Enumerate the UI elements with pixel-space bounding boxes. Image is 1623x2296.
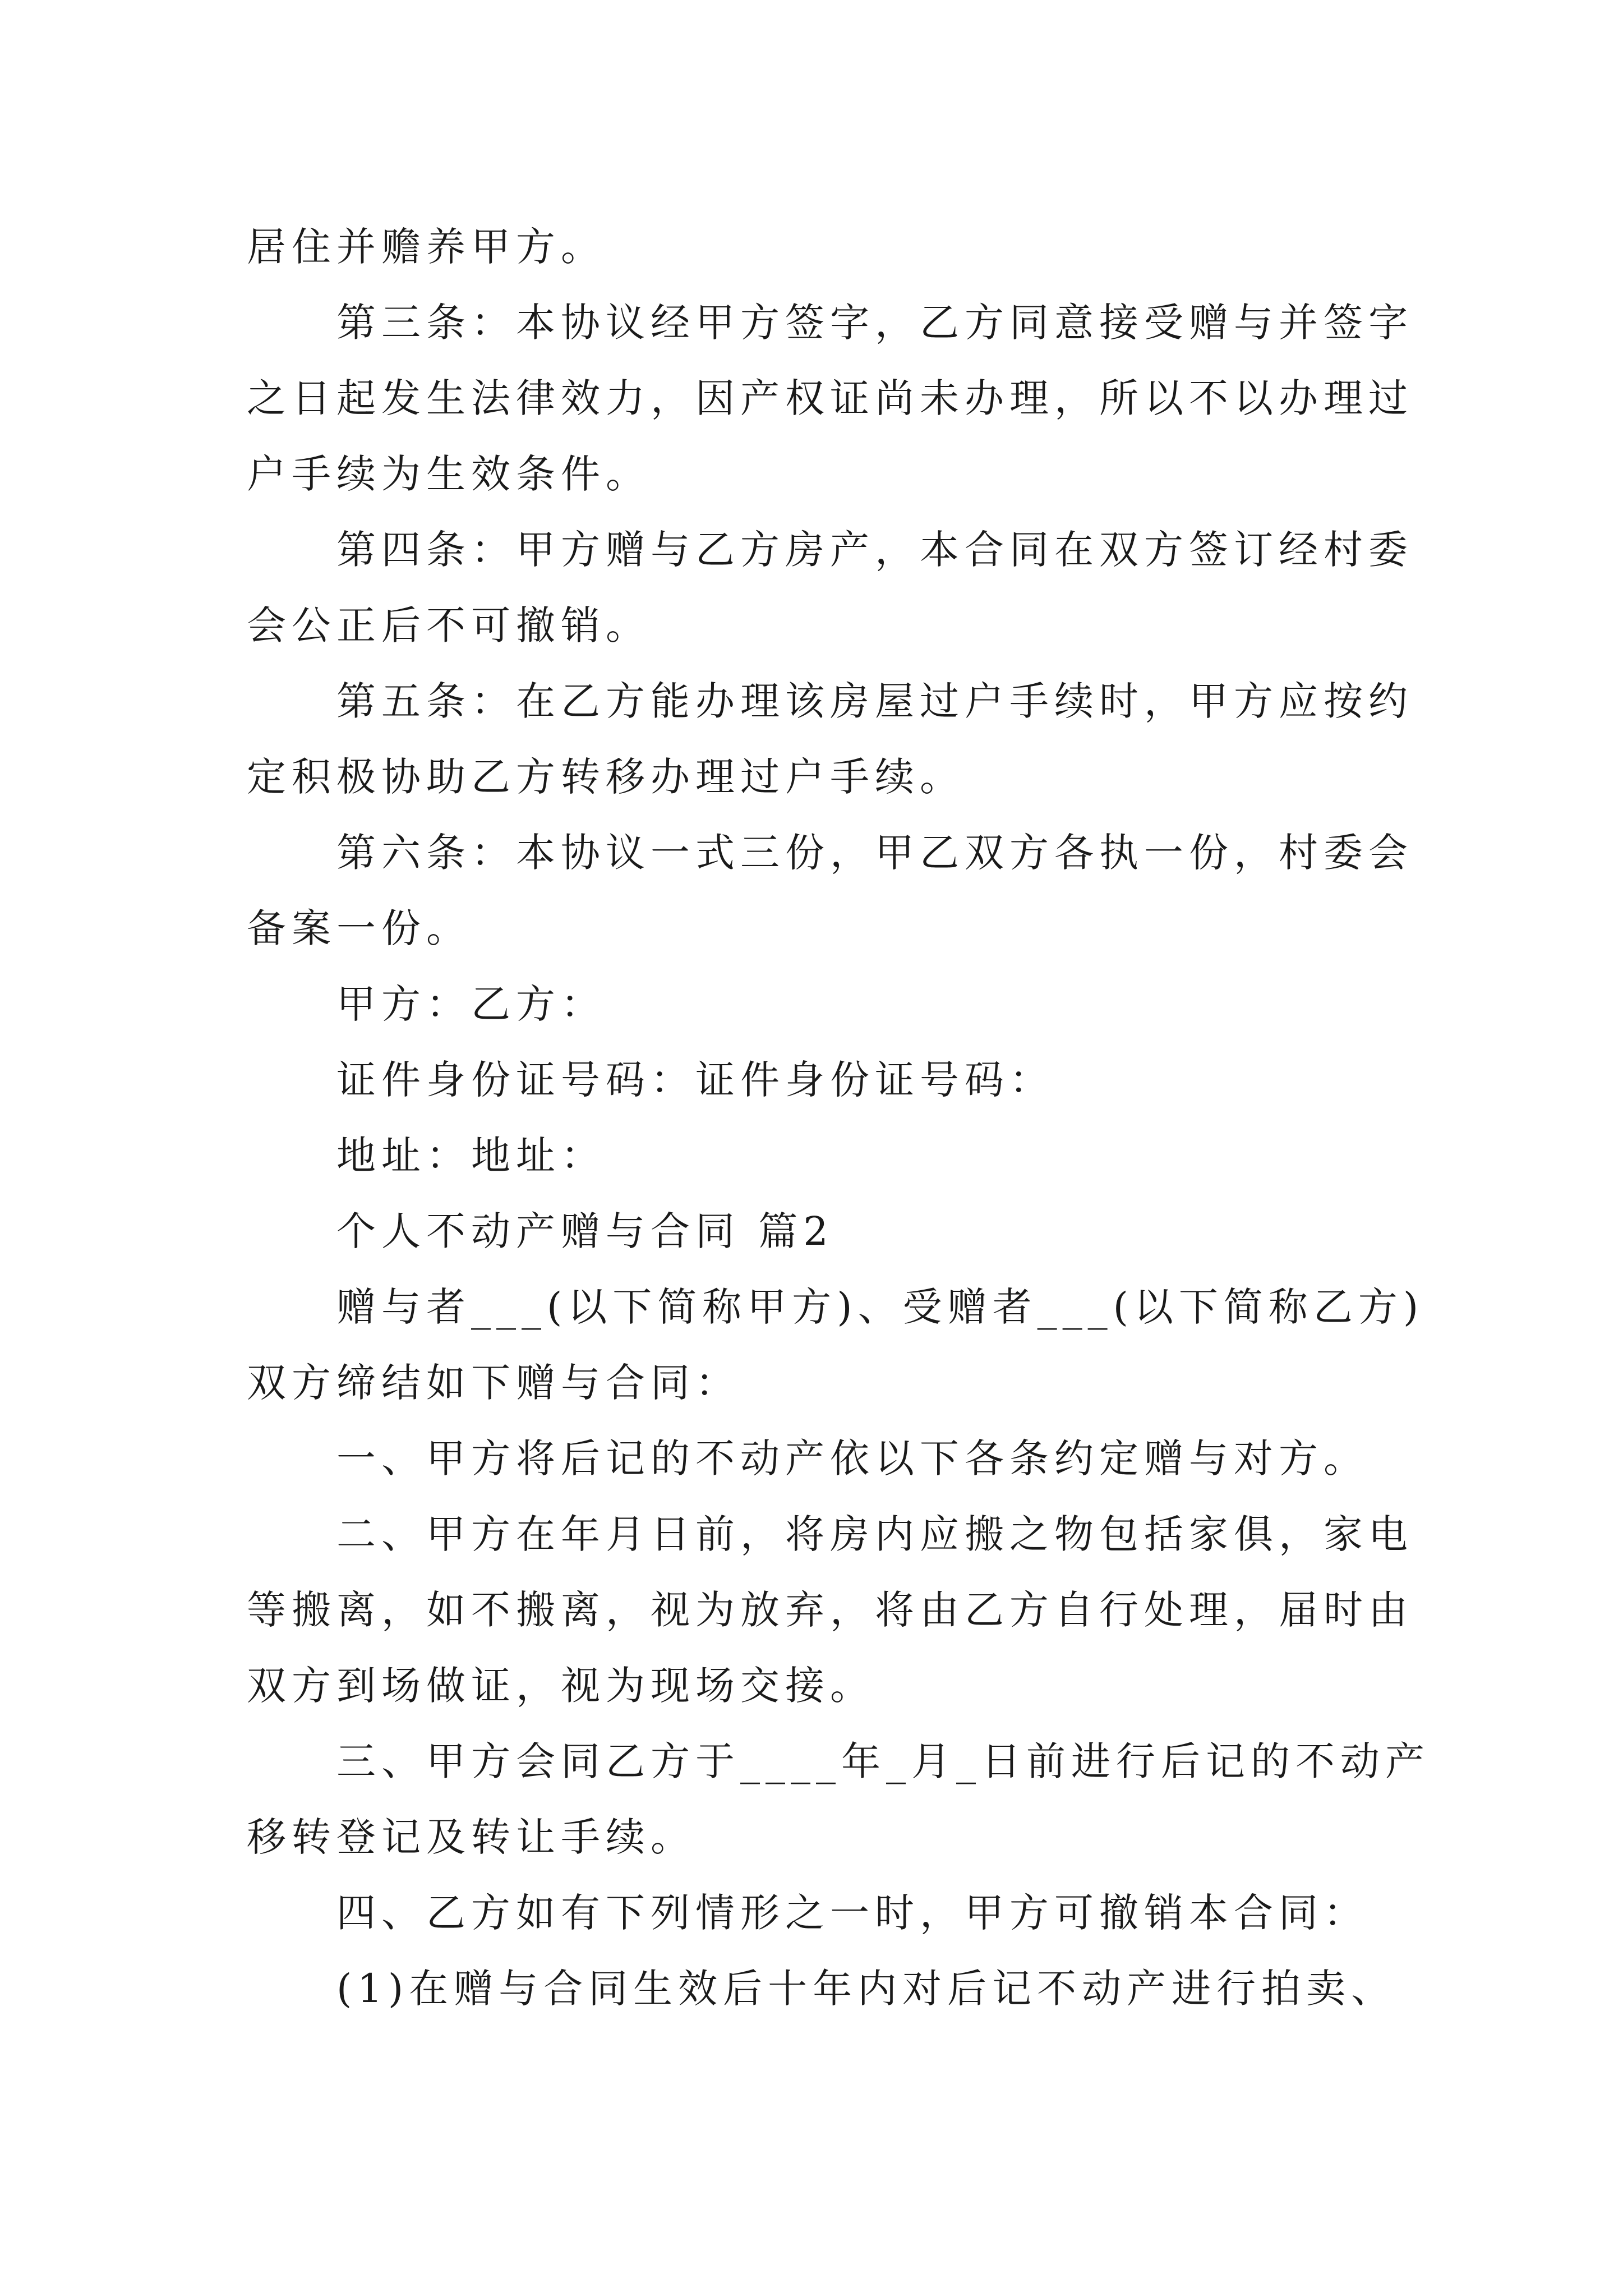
text-line: 一、甲方将后记的不动产依以下各条约定赠与对方。: [336, 1435, 1368, 1481]
text-line: 第三条：本协议经甲方签字，乙方同意接受赠与并签字: [336, 300, 1413, 346]
text-line: 地址：地址：: [336, 1133, 606, 1179]
text-line: (1)在赠与合同生效后十年内对后记不动产进行拍卖、: [336, 1966, 1396, 2012]
text-line: 备案一份。: [247, 905, 471, 951]
text-line: 四、乙方如有下列情形之一时，甲方可撤销本合同：: [336, 1890, 1368, 1936]
text-line: 双方到场做证，视为现场交接。: [247, 1663, 875, 1709]
text-line: 证件身份证号码：证件身份证号码：: [336, 1057, 1054, 1103]
text-line: 会公正后不可撤销。: [247, 602, 651, 648]
text-line: 二、甲方在年月日前，将房内应搬之物包括家俱，家电: [336, 1511, 1413, 1557]
text-line: 等搬离，如不搬离，视为放弃，将由乙方自行处理，届时由: [247, 1587, 1413, 1633]
text-line: 双方缔结如下赠与合同：: [247, 1360, 740, 1406]
text-line: 移转登记及转让手续。: [247, 1814, 695, 1860]
text-line: 定积极协助乙方转移办理过户手续。: [247, 754, 965, 800]
section-heading: 个人不动产赠与合同 篇2: [336, 1208, 834, 1254]
text-line: 户手续为生效条件。: [247, 451, 651, 497]
text-line: 第六条：本协议一式三份，甲乙双方各执一份，村委会: [336, 830, 1413, 876]
text-line: 第五条：在乙方能办理该房屋过户手续时，甲方应按约: [336, 678, 1413, 724]
text-line: 赠与者___(以下简称甲方)、受赠者___(以下简称乙方): [336, 1284, 1424, 1330]
text-line: 居住并赡养甲方。: [247, 224, 606, 270]
text-line: 三、甲方会同乙方于____年_月_日前进行后记的不动产: [336, 1738, 1430, 1784]
text-line: 第四条：甲方赠与乙方房产，本合同在双方签订经村委: [336, 527, 1413, 573]
text-line: 之日起发生法律效力，因产权证尚未办理，所以不以办理过: [247, 375, 1413, 421]
text-line: 甲方：乙方：: [336, 981, 606, 1027]
